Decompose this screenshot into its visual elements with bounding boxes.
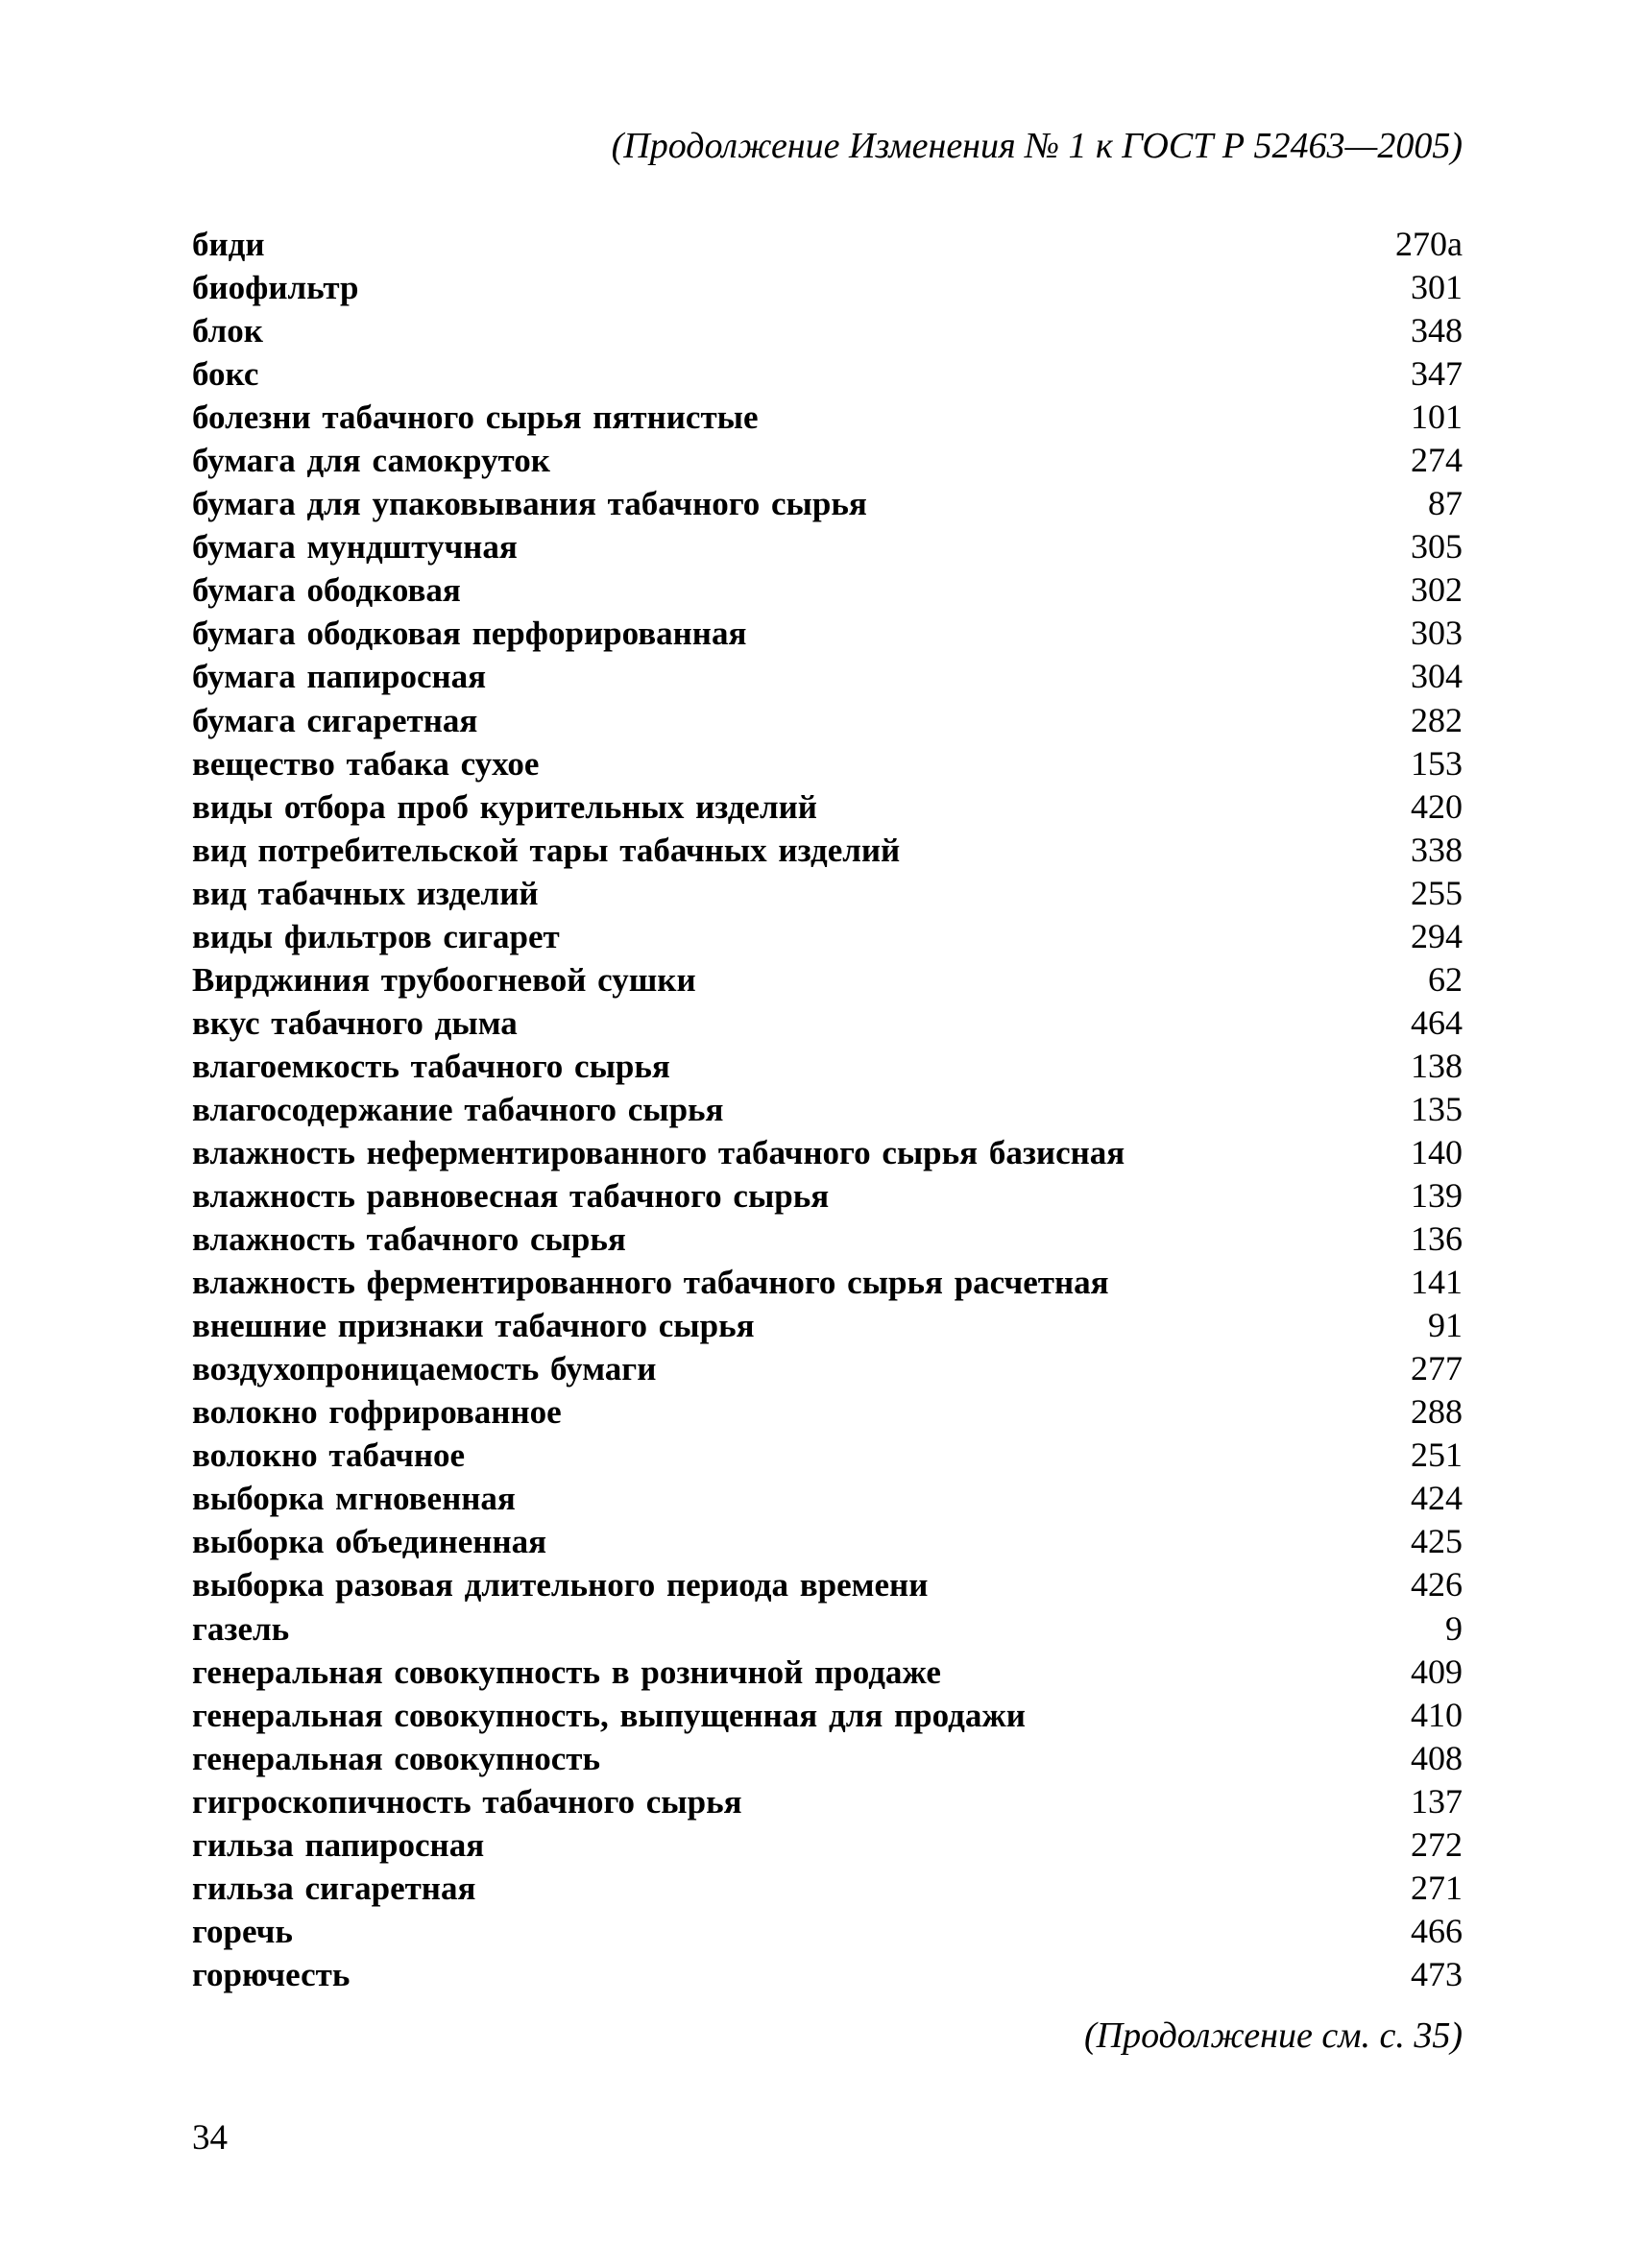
index-entry (192, 309, 1463, 352)
index-entry (192, 958, 1463, 1001)
index-term: вещество табака сухое (192, 744, 540, 783)
index-number: 473 (1411, 1954, 1463, 1993)
index-term: влагоемкость табачного сырья (192, 1047, 670, 1085)
index-number: 277 (1411, 1349, 1463, 1388)
index-entry (192, 1045, 1463, 1088)
index-entry (192, 1218, 1463, 1261)
index-term: генеральная совокупность в розничной продаже (192, 1653, 941, 1691)
index-entry (192, 1563, 1463, 1606)
index-entry (192, 742, 1463, 785)
index-entry (192, 1001, 1463, 1045)
index-number: 464 (1411, 1002, 1463, 1042)
index-term: гигроскопичность табачного сырья (192, 1782, 742, 1821)
index-term: биди (192, 226, 265, 263)
index-term: бокс (192, 355, 259, 394)
index-number: 338 (1411, 830, 1463, 869)
index-term: бумага сигаретная (192, 701, 478, 739)
index-number: 139 (1411, 1176, 1463, 1216)
page-number: 34 (192, 2118, 228, 2158)
index-number: 288 (1411, 1392, 1463, 1432)
index-term: воздухопроницаемость бумаги (192, 1350, 657, 1388)
index-term: волокно гофрированное (192, 1393, 562, 1432)
index-entry (192, 525, 1463, 568)
index-number: 272 (1411, 1824, 1463, 1864)
index-number: 87 (1428, 484, 1463, 523)
index-entry (192, 1694, 1463, 1737)
index-number: 141 (1411, 1263, 1463, 1302)
index-term: генеральная совокупность (192, 1739, 600, 1777)
index-term: блок (192, 312, 263, 350)
index-entry (192, 1304, 1463, 1347)
index-number: 302 (1411, 570, 1463, 610)
index-entry (192, 1434, 1463, 1477)
index-number: 294 (1411, 916, 1463, 955)
index-number: 426 (1411, 1565, 1463, 1604)
index-number: 274 (1411, 441, 1463, 480)
index-term: бумага для упаковывания табачного сырья (192, 485, 867, 523)
index-entry (192, 1347, 1463, 1390)
index-term: внешние признаки табачного сырья (192, 1307, 755, 1345)
index-term: выборка разовая длительного периода времени (192, 1566, 929, 1604)
index-entry (192, 1867, 1463, 1910)
index-number: 62 (1428, 959, 1463, 999)
index-entry (192, 1477, 1463, 1520)
index-number: 409 (1411, 1652, 1463, 1691)
index-entry (192, 1823, 1463, 1867)
index-term: болезни табачного сырья пятнистые (192, 398, 759, 437)
index-entry (192, 1910, 1463, 1953)
index-number: 420 (1411, 786, 1463, 826)
index-number: 135 (1411, 1089, 1463, 1128)
index-term: вид табачных изделий (192, 874, 539, 912)
index-entry (192, 396, 1463, 439)
index-number: 301 (1411, 268, 1463, 307)
index-number: 137 (1411, 1781, 1463, 1821)
index-term: влажность табачного сырья (192, 1220, 626, 1259)
index-term: газель (192, 1609, 290, 1648)
index-entry (192, 699, 1463, 742)
index-number: 138 (1411, 1046, 1463, 1085)
index-entry (192, 1088, 1463, 1131)
index-term: вкус табачного дыма (192, 1003, 518, 1042)
index-term: биофильтр (192, 269, 359, 307)
index-list (192, 223, 1463, 1996)
index-number: 410 (1411, 1695, 1463, 1734)
index-number: 271 (1411, 1868, 1463, 1907)
index-term: волокно табачное (192, 1436, 466, 1475)
index-number: 466 (1411, 1911, 1463, 1950)
index-term: бумага мундштучная (192, 528, 518, 567)
index-number: 424 (1411, 1479, 1463, 1518)
index-entry (192, 1174, 1463, 1218)
index-number: 153 (1411, 743, 1463, 783)
index-term: вид потребительской тары табачных изделий (192, 831, 901, 869)
index-term: влажность неферментированного табачного сырья базисная (192, 1133, 1125, 1171)
index-entry (192, 568, 1463, 612)
index-number: 304 (1411, 657, 1463, 696)
index-number: 251 (1411, 1436, 1463, 1475)
index-term: виды фильтров сигарет (192, 917, 560, 955)
index-entry (192, 1131, 1463, 1174)
index-number: 408 (1411, 1738, 1463, 1777)
index-entry (192, 223, 1463, 266)
index-entry (192, 1390, 1463, 1434)
page-header: (Продолжение Изменения № 1 к ГОСТ Р 52463—2005) (611, 126, 1463, 166)
index-number: 270а (1395, 225, 1463, 263)
index-term: бумага папиросная (192, 658, 487, 696)
index-number: 140 (1411, 1132, 1463, 1171)
index-entry (192, 1780, 1463, 1823)
index-entry (192, 1651, 1463, 1694)
index-entry (192, 1607, 1463, 1651)
index-term: виды отбора проб курительных изделий (192, 787, 817, 826)
index-term: Вирджиния трубоогневой сушки (192, 960, 696, 999)
index-number: 305 (1411, 527, 1463, 567)
index-term: бумага для самокруток (192, 442, 550, 480)
index-number: 347 (1411, 354, 1463, 394)
index-term: выборка объединенная (192, 1523, 547, 1561)
index-number: 348 (1411, 311, 1463, 350)
index-entry (192, 829, 1463, 872)
continuation-note: (Продолжение см. с. 35) (1083, 2015, 1463, 2056)
index-number: 425 (1411, 1522, 1463, 1561)
index-term: влагосодержание табачного сырья (192, 1090, 724, 1128)
index-number: 282 (1411, 700, 1463, 739)
index-term: горечь (192, 1912, 293, 1950)
index-term: генеральная совокупность, выпущенная для продажи (192, 1696, 1026, 1734)
index-term: гильза папиросная (192, 1825, 485, 1864)
index-term: гильза сигаретная (192, 1869, 476, 1907)
index-term: горючесть (192, 1955, 351, 1993)
index-term: влажность ферментированного табачного сырья расчетная (192, 1264, 1109, 1302)
index-term: бумага ободковая перфорированная (192, 615, 747, 653)
index-term: бумага ободковая (192, 571, 461, 610)
index-number: 136 (1411, 1219, 1463, 1259)
index-entry (192, 785, 1463, 829)
index-entry (192, 1737, 1463, 1780)
index-number: 91 (1428, 1306, 1463, 1345)
index-term: выборка мгновенная (192, 1480, 516, 1518)
index-entry (192, 1261, 1463, 1304)
index-entry (192, 872, 1463, 915)
index-entry (192, 1520, 1463, 1563)
index-entry (192, 352, 1463, 396)
index-entry (192, 482, 1463, 525)
index-number: 303 (1411, 614, 1463, 653)
index-entry (192, 612, 1463, 655)
index-entry (192, 915, 1463, 958)
index-entry (192, 1953, 1463, 1996)
index-entry (192, 266, 1463, 309)
index-number: 9 (1445, 1608, 1463, 1648)
index-entry (192, 655, 1463, 698)
index-number: 255 (1411, 873, 1463, 912)
index-entry (192, 439, 1463, 482)
index-number: 101 (1411, 398, 1463, 437)
index-term: влажность равновесная табачного сырья (192, 1177, 830, 1216)
